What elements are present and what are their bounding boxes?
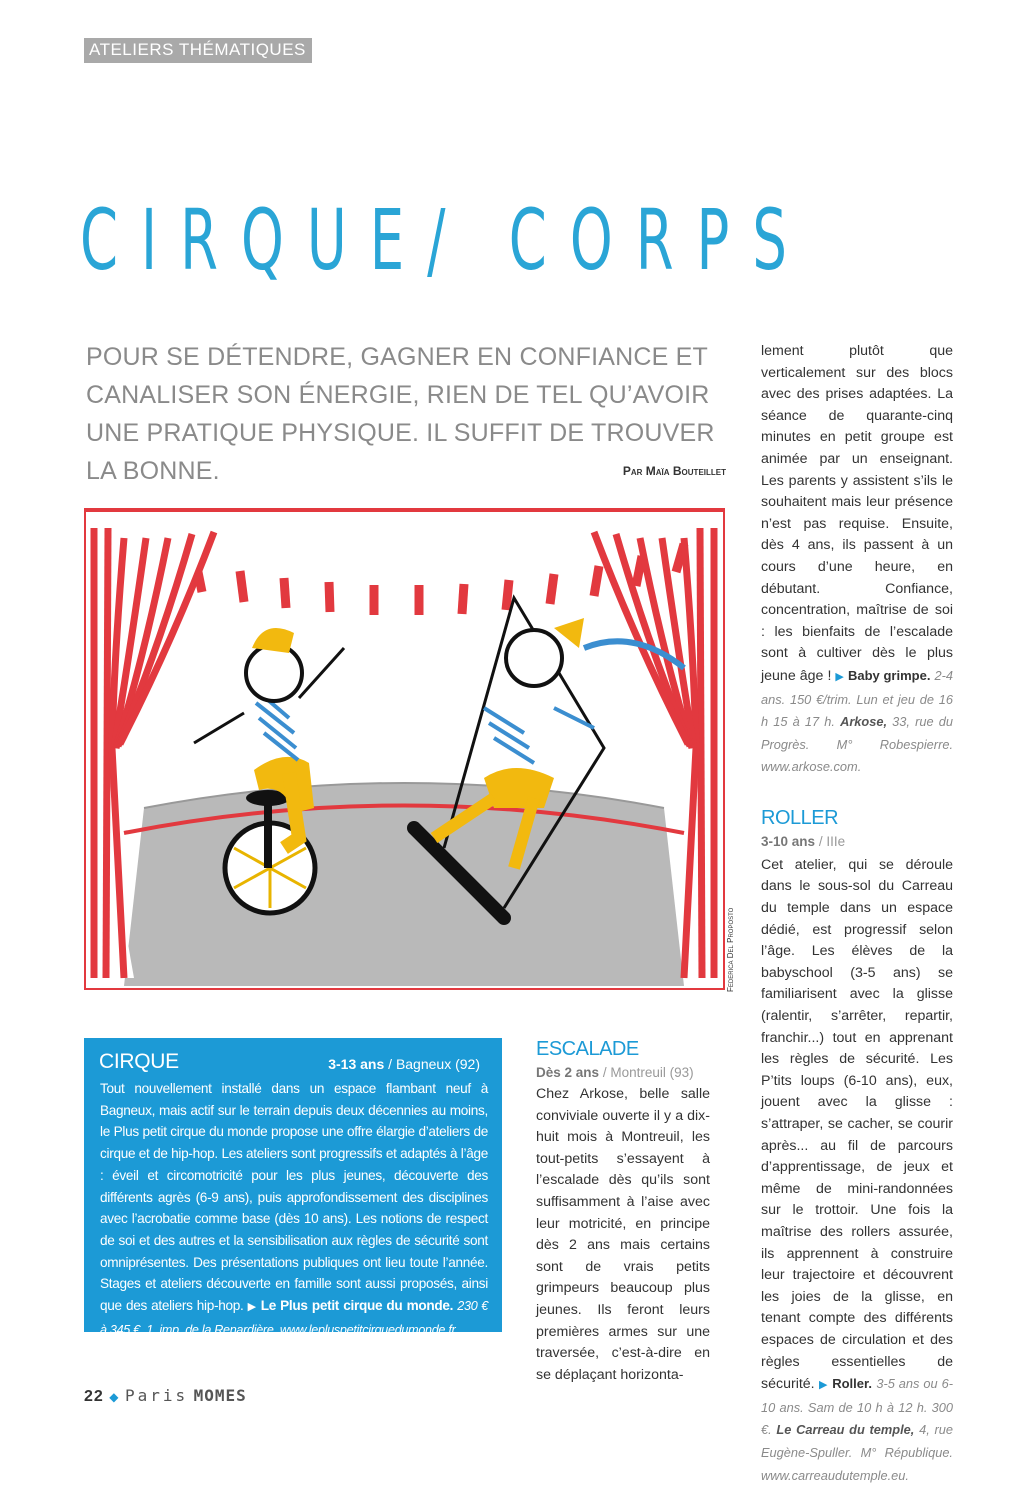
cirque-name: Le Plus petit cirque du monde. bbox=[260, 1298, 454, 1314]
cirque-heading: CIRQUE bbox=[99, 1050, 179, 1073]
page-footer bbox=[84, 1386, 247, 1406]
brand-momes: MOMES bbox=[193, 1386, 247, 1405]
escalade-text-continued: lement plutôt que verticalement sur des blocs avec des prises adaptées. La séance de quarante-cinq minutes en petit groupe est animée par un enseignant. Les parents y assistent s’ils le souhaitent mais leur présence n’est pas requise. Ensuite, dès 4 ans, ils passent à un cours d’une heure, en débutant. Confiance, concentration, maîtrise de soi : les bienfaits de l’escalade sont à cultiver dès le plus jeune âge ! ▶ Baby grimpe. 2-4 ans. 150 €/trim. Lun et jeu de 16 h 15 à 17 h. Arkose, 33, rue du Progrès. M° Robespierre. www.arkose.com. bbox=[761, 343, 953, 775]
cirque-body: Tout nouvellement installé dans un espace flambant neuf à Bagneux, mais actif sur le terrain depuis deux décennies au moins, le Plus petit cirque du monde propose une offre élargie d’ateliers de cirque et de hip-hop. Les ateliers sont progressifs et adaptés à l’âge : éveil et circomotricité pour les plus jeunes, découverte des différents agrès (6-9 ans), puis approfondissement des disciplines avec l’acrobatie comme base (dès 10 ans). Les notions de respect de soi et des autres et la sensibilisation aux règles de sécurité sont omniprésentes. Des présentations publiques ont lieu toute l’année. Stages et ateliers découverte en famille sont aussi proposés, ainsi que des ateliers hip-hop. ▶ Le Plus petit cirque du monde. 230 € à 345 €. 1, imp. de la Renardière. www.lepluspetitcirquedumonde.fr. bbox=[100, 1081, 489, 1337]
escalade-meta: Dès 2 ans / Montreuil (93) bbox=[536, 1065, 694, 1080]
escalade-text: Chez Arkose, belle salle conviviale ouverte il y a dix-huit mois à Montreuil, les tout-petits s’essayent à l’escalade dès qu’ils sont suffisamment à l’aise avec leur motricité, en principe dès 2 ans mais certains sont de vrais petits grimpeurs beaucoup plus jeunes. Ils feront leurs premières armes sur une traversée, c’est-à-dire en se déplaçant horizonta- bbox=[536, 1086, 710, 1383]
circus-illustration bbox=[84, 508, 725, 990]
diamond-icon: ◆ bbox=[109, 1390, 120, 1404]
cirque-info: 230 € à 345 €. 1, imp. de la Renardière. www.lepluspetitcirquedumonde.fr. bbox=[100, 1299, 489, 1337]
roller-product: Roller. bbox=[832, 1376, 872, 1392]
roller-meta: 3-10 ans / IIIe bbox=[761, 833, 846, 849]
escalade-heading: ESCALADE bbox=[536, 1038, 639, 1060]
arrow-icon: ▶ bbox=[247, 1301, 257, 1314]
page-number: 22 bbox=[84, 1388, 104, 1405]
roller-text: Cet atelier, qui se déroule dans le sous-sol du Carreau du temple dans un espace dédié, est progressif selon l’âge. Les élèves de la babyschool (3-5 ans) se familiarisent avec la glisse (ralentir, s’arrêter, repartir, franchir...) tout en apprenant les règles de sécurité. Les P’tits loups (6-10 ans), eux, jouent avec la glisse : s’attraper, se cacher, se courir après... au fil de parcours d’apprentissage, de jeux et même de mini-randonnées sur le trottoir. Une fois la maîtrise des rollers assurée, ils apprennent à construire leur trajectoire et découvrent les joies de la glisse, en tenant compte des différents espaces de circulation et des règles essentielles de sécurité. ▶ Roller. 3-5 ans ou 6-10 ans. Sam de 10 h à 12 h. 300 €. Le Carreau du temple, 4, rue Eugène-Spuller. M° République. www.carreaudutemple.eu. bbox=[761, 856, 953, 1483]
roller-article bbox=[761, 807, 953, 1487]
byline: Par Maïa Bouteillet bbox=[622, 464, 726, 478]
roller-info: 3-5 ans ou 6-10 ans. Sam de 10 h à 12 h. 300 €. Le Carreau du temple, 4, rue Eugène-Spuller. M° République. www.carreaudutemple.eu. bbox=[761, 1376, 953, 1483]
right-column bbox=[761, 341, 953, 1487]
arrow-icon: ▶ bbox=[818, 1379, 828, 1392]
escalade-info: 2-4 ans. 150 €/trim. Lun et jeu de 16 h 15 à 17 h. Arkose, 33, rue du Progrès. M° Robespierre. www.arkose.com. bbox=[761, 667, 953, 775]
cirque-meta: 3-13 ans / Bagneux (92) bbox=[328, 1056, 480, 1072]
intro-text: POUR SE DÉTENDRE, GAGNER EN CONFIANCE ET CANALISER SON ÉNERGIE, RIEN DE TEL QU’AVOIR UNE PRATIQUE PHYSIQUE. IL SUFFIT DE TROUVER LA BONNE. bbox=[86, 343, 715, 485]
roller-heading: ROLLER bbox=[761, 806, 839, 829]
section-tag: ATELIERS THÉMATIQUES bbox=[84, 38, 312, 63]
escalade-product: Baby grimpe. bbox=[848, 667, 931, 683]
illustration-credit: Federica Del Proposto bbox=[726, 907, 735, 992]
brand-paris: Paris bbox=[124, 1386, 189, 1405]
page-title: CIRQUE/ CORPS bbox=[80, 191, 811, 289]
cirque-box bbox=[84, 1038, 502, 1337]
arrow-icon: ▶ bbox=[835, 670, 844, 683]
escalade-article bbox=[536, 1038, 710, 1386]
